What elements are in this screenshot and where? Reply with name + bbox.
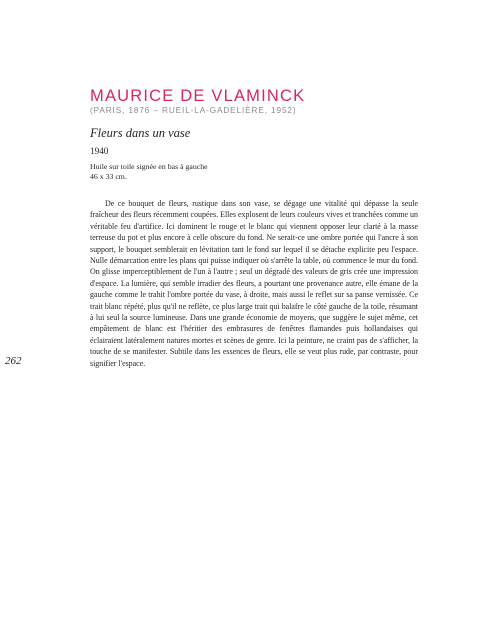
description-paragraph: De ce bouquet de fleurs, rustique dans son vase, se dégage une vitalité qui dépasse la seule fraîcheur des fleurs récemment coupées. Elles explosent de leurs couleurs vives et tranchées comme un véritable feu d'artifice. Ici dominent le rouge et le blanc qui viennent opposer leur clarté à la masse terreuse du pot et plus encore à celle obscure du fond. Ne serait-ce une ombre portée qui l'ancre à son support, le bouquet semblerait en lévitation tant le fond sur lequel il se détache explicite peu l'espace. Nulle démarcation entre les plans qui puisse indiquer où s'arrête la table, où commence le mur du fond. On glisse imperceptiblement de l'un à l'autre ; seul un dégradé des valeurs de gris crée une impression d'espace. La lumière, qui semble irradier des fleurs, a pourtant une provenance autre, elle émane de la gauche comme le trahit l'ombre portée du vase, à droite, mais aussi le reflet sur sa panse vernissée. Ce trait blanc répété, plus qu'il ne reflète, ce plus large trait qui balafre le côté gauche de la toile, résumant à lui seul la source lumineuse. Dans une grande économie de moyens, que suggère le sujet même, cet empâtement de blanc est l'héritier des embrasures de fenêtres flamandes puis hollandaises qui éclairaient latéralement natures mortes et scènes de genre. Ici la peinture, ne craint pas de s'afficher, la touche de se manifester. Subtile dans les essences de fleurs, elle se veut plus rude, par contraste, pour signifier l'espace. bbox=[90, 199, 418, 368]
artwork-year: 1940 bbox=[90, 146, 109, 156]
artwork-dimensions: 46 x 33 cm. bbox=[90, 172, 127, 181]
artwork-medium: Huile sur toile signée en bas à gauche bbox=[90, 162, 208, 171]
artist-name: MAURICE DE VLAMINCK bbox=[90, 87, 306, 105]
page-number: 262 bbox=[5, 355, 22, 367]
artwork-title: Fleurs dans un vase bbox=[90, 126, 191, 140]
artist-dates: (PARIS, 1876 – RUEIL-LA-GADELIÈRE, 1952) bbox=[90, 106, 297, 115]
